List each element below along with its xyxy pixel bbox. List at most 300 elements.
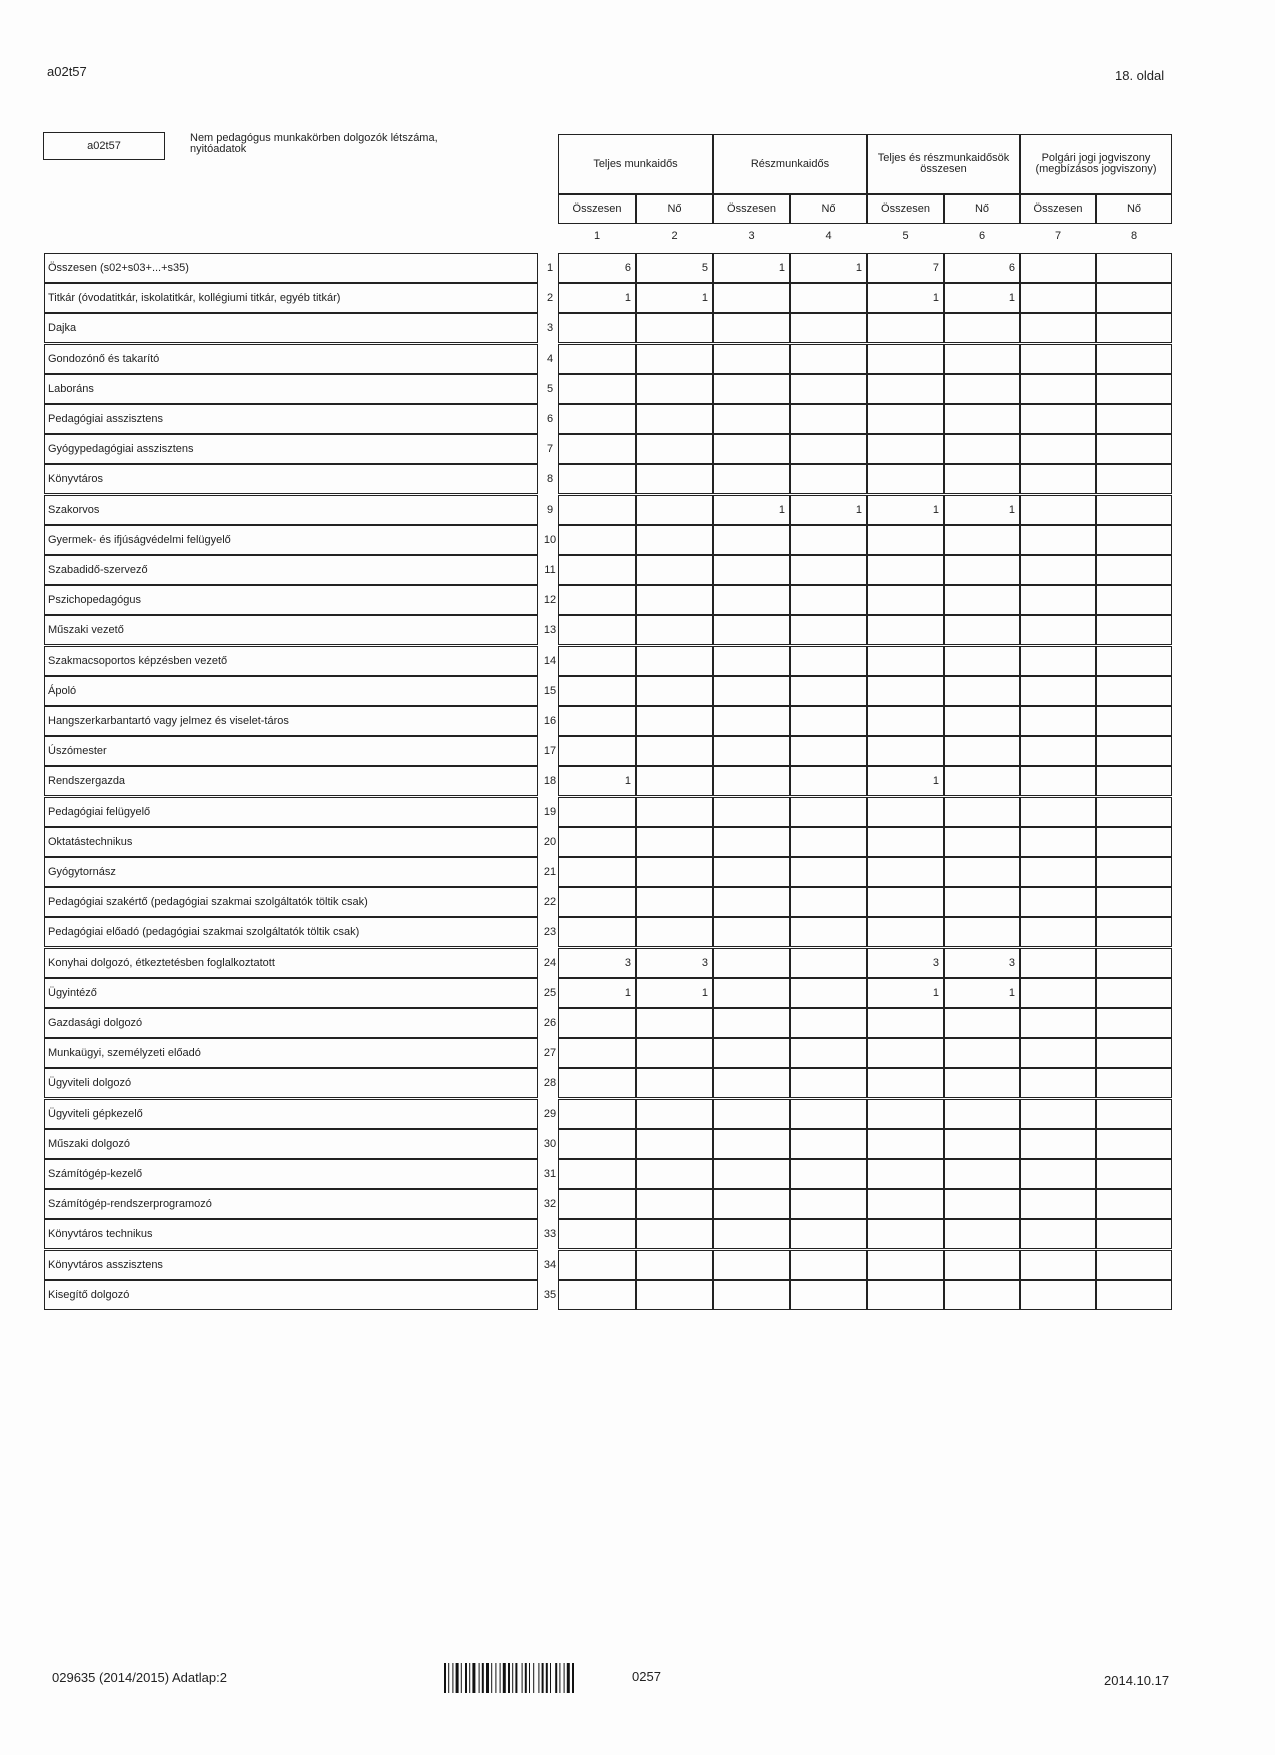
table-cell[interactable] [1096, 1159, 1172, 1189]
table-cell[interactable] [1020, 978, 1096, 1008]
header-subcol: Nő [1096, 194, 1172, 224]
table-cell[interactable] [713, 434, 790, 464]
table-cell[interactable] [713, 615, 790, 645]
barcode-bar [495, 1663, 496, 1693]
table-cell[interactable] [1096, 525, 1172, 555]
table-cell[interactable]: 1 [713, 495, 790, 525]
table-cell[interactable] [558, 404, 636, 434]
table-cell[interactable] [713, 1038, 790, 1068]
table-cell[interactable] [1020, 585, 1096, 615]
table-cell[interactable] [1020, 283, 1096, 313]
table-cell[interactable] [790, 374, 867, 404]
table-cell[interactable] [558, 646, 636, 676]
table-cell[interactable] [1096, 827, 1172, 857]
table-cell[interactable] [713, 1008, 790, 1038]
table-cell[interactable] [944, 1219, 1020, 1249]
table-cell[interactable]: 1 [558, 283, 636, 313]
table-cell[interactable]: 1 [636, 978, 713, 1008]
table-cell[interactable] [790, 978, 867, 1008]
barcode-bar [550, 1663, 551, 1693]
table-cell[interactable] [867, 797, 944, 827]
table-cell[interactable] [713, 646, 790, 676]
table-cell[interactable] [713, 1219, 790, 1249]
table-cell[interactable]: 3 [944, 948, 1020, 978]
table-cell[interactable] [636, 1038, 713, 1068]
header-group: Polgári jogi jogviszony (megbízásos jogviszony) [1020, 134, 1172, 194]
table-cell[interactable] [944, 344, 1020, 374]
table-cell[interactable] [1020, 434, 1096, 464]
row-number: 30 [543, 1137, 557, 1150]
row-number: 13 [543, 624, 557, 637]
row-number: 32 [543, 1198, 557, 1211]
table-cell[interactable] [867, 404, 944, 434]
barcode-image [444, 1663, 612, 1693]
table-cell[interactable] [944, 1280, 1020, 1310]
table-cell[interactable] [790, 797, 867, 827]
table-cell[interactable] [636, 827, 713, 857]
table-cell[interactable] [558, 464, 636, 494]
table-cell[interactable]: 1 [867, 495, 944, 525]
table-cell[interactable] [1020, 1189, 1096, 1219]
table-cell[interactable] [558, 525, 636, 555]
table-cell[interactable] [1020, 1008, 1096, 1038]
table-cell[interactable] [1020, 736, 1096, 766]
table-cell[interactable] [1096, 676, 1172, 706]
table-cell[interactable] [713, 344, 790, 374]
table-cell[interactable] [944, 676, 1020, 706]
table-cell[interactable] [944, 434, 1020, 464]
table-cell[interactable] [636, 1250, 713, 1280]
table-cell[interactable] [1020, 646, 1096, 676]
table-cell[interactable] [1020, 525, 1096, 555]
table-cell[interactable] [558, 1099, 636, 1129]
table-cell[interactable] [944, 646, 1020, 676]
table-cell[interactable] [558, 857, 636, 887]
table-cell[interactable] [558, 917, 636, 947]
table-cell[interactable] [790, 313, 867, 343]
table-cell[interactable] [636, 646, 713, 676]
table-cell[interactable] [1096, 736, 1172, 766]
table-cell[interactable] [867, 1250, 944, 1280]
table-cell[interactable] [713, 706, 790, 736]
row-number: 26 [543, 1017, 557, 1029]
table-cell[interactable] [944, 1189, 1020, 1219]
table-cell[interactable] [944, 736, 1020, 766]
table-cell[interactable] [1096, 1008, 1172, 1038]
table-cell[interactable] [867, 1159, 944, 1189]
table-cell[interactable]: 1 [558, 766, 636, 796]
table-cell[interactable] [790, 525, 867, 555]
table-cell[interactable] [1020, 1068, 1096, 1098]
barcode-bar [567, 1663, 570, 1693]
table-cell[interactable] [713, 525, 790, 555]
table-cell[interactable] [1096, 797, 1172, 827]
row-label: Pedagógiai szakértő (pedagógiai szakmai szolgáltatók töltik csak) [44, 887, 538, 917]
table-cell[interactable] [1020, 404, 1096, 434]
table-cell[interactable] [867, 374, 944, 404]
table-cell[interactable] [944, 766, 1020, 796]
table-cell[interactable]: 1 [944, 978, 1020, 1008]
table-cell[interactable] [558, 827, 636, 857]
table-cell[interactable]: 7 [867, 253, 944, 283]
table-cell[interactable] [790, 344, 867, 374]
table-cell[interactable] [944, 374, 1020, 404]
table-cell[interactable] [636, 555, 713, 585]
table-cell[interactable] [944, 555, 1020, 585]
table-cell[interactable] [558, 313, 636, 343]
table-cell[interactable] [1096, 344, 1172, 374]
table-cell[interactable] [867, 585, 944, 615]
table-cell[interactable] [944, 464, 1020, 494]
header-subcol: Összesen [1020, 194, 1096, 224]
table-cell[interactable] [713, 283, 790, 313]
table-cell[interactable] [1020, 464, 1096, 494]
table-cell[interactable] [1020, 857, 1096, 887]
table-cell[interactable] [790, 1250, 867, 1280]
table-cell[interactable] [636, 887, 713, 917]
table-cell[interactable] [558, 1280, 636, 1310]
table-cell[interactable] [1096, 1099, 1172, 1129]
table-cell[interactable] [1020, 1129, 1096, 1159]
table-cell[interactable] [1020, 344, 1096, 374]
table-cell[interactable] [558, 1008, 636, 1038]
table-cell[interactable] [1096, 706, 1172, 736]
table-cell[interactable] [867, 887, 944, 917]
table-cell[interactable] [1020, 1219, 1096, 1249]
table-cell[interactable] [558, 1189, 636, 1219]
table-cell[interactable] [790, 1038, 867, 1068]
barcode-bar [469, 1663, 470, 1693]
table-cell[interactable]: 1 [867, 766, 944, 796]
table-cell[interactable] [867, 555, 944, 585]
table-cell[interactable] [790, 1219, 867, 1249]
table-cell[interactable] [867, 646, 944, 676]
table-cell[interactable] [1096, 1129, 1172, 1159]
table-cell[interactable] [790, 676, 867, 706]
table-cell[interactable] [558, 495, 636, 525]
table-cell[interactable] [713, 1099, 790, 1129]
table-cell[interactable] [790, 1008, 867, 1038]
table-cell[interactable]: 3 [558, 948, 636, 978]
table-cell[interactable] [636, 344, 713, 374]
table-cell[interactable] [1096, 1250, 1172, 1280]
table-cell[interactable] [944, 615, 1020, 645]
table-cell[interactable] [790, 585, 867, 615]
table-cell[interactable] [713, 1068, 790, 1098]
table-cell[interactable] [944, 404, 1020, 434]
table-cell[interactable] [636, 766, 713, 796]
table-cell[interactable] [1020, 1250, 1096, 1280]
table-cell[interactable] [713, 766, 790, 796]
table-cell[interactable]: 1 [867, 283, 944, 313]
table-cell[interactable] [558, 555, 636, 585]
table-cell[interactable] [636, 1008, 713, 1038]
table-cell[interactable] [790, 464, 867, 494]
table-cell[interactable] [944, 1008, 1020, 1038]
table-cell[interactable] [558, 615, 636, 645]
table-cell[interactable] [790, 887, 867, 917]
table-cell[interactable] [1096, 374, 1172, 404]
table-cell[interactable] [636, 857, 713, 887]
table-cell[interactable]: 1 [558, 978, 636, 1008]
table-cell[interactable] [1020, 917, 1096, 947]
table-cell[interactable] [1020, 1280, 1096, 1310]
row-number: 2 [546, 292, 554, 305]
table-cell[interactable] [1096, 857, 1172, 887]
table-cell[interactable] [713, 404, 790, 434]
table-cell[interactable] [944, 1250, 1020, 1280]
table-cell[interactable] [636, 1159, 713, 1189]
table-cell[interactable] [867, 1189, 944, 1219]
table-cell[interactable] [713, 676, 790, 706]
table-cell[interactable] [558, 676, 636, 706]
table-cell[interactable] [1096, 1038, 1172, 1068]
row-label: Gyógypedagógiai asszisztens [44, 434, 538, 464]
table-cell[interactable] [636, 1189, 713, 1219]
table-cell[interactable] [636, 1068, 713, 1098]
table-cell[interactable] [713, 374, 790, 404]
table-cell[interactable] [1096, 917, 1172, 947]
table-cell[interactable]: 3 [867, 948, 944, 978]
table-cell[interactable]: 1 [944, 283, 1020, 313]
table-cell[interactable] [558, 344, 636, 374]
table-cell[interactable] [867, 1219, 944, 1249]
table-cell[interactable] [944, 585, 1020, 615]
table-cell[interactable] [790, 736, 867, 766]
table-cell[interactable] [790, 615, 867, 645]
table-cell[interactable] [636, 374, 713, 404]
table-cell[interactable] [1020, 1159, 1096, 1189]
table-cell[interactable] [636, 736, 713, 766]
table-cell[interactable] [1020, 797, 1096, 827]
table-cell[interactable] [713, 857, 790, 887]
table-cell[interactable] [1096, 615, 1172, 645]
table-cell[interactable] [1096, 1219, 1172, 1249]
table-cell[interactable] [867, 313, 944, 343]
table-cell[interactable] [867, 344, 944, 374]
table-cell[interactable] [636, 1099, 713, 1129]
table-cell[interactable] [1020, 313, 1096, 343]
table-cell[interactable] [944, 827, 1020, 857]
table-cell[interactable] [1020, 615, 1096, 645]
row-label: Pedagógiai előadó (pedagógiai szakmai szolgáltatók töltik csak) [44, 917, 538, 947]
table-cell[interactable]: 6 [558, 253, 636, 283]
table-cell[interactable] [1020, 1038, 1096, 1068]
table-cell[interactable] [944, 706, 1020, 736]
table-cell[interactable] [944, 917, 1020, 947]
row-label: Könyvtáros [44, 464, 538, 494]
table-cell[interactable] [944, 1129, 1020, 1159]
table-cell[interactable]: 1 [790, 495, 867, 525]
table-cell[interactable] [867, 525, 944, 555]
table-cell[interactable] [790, 555, 867, 585]
table-cell[interactable] [1096, 887, 1172, 917]
table-cell[interactable] [1096, 464, 1172, 494]
table-cell[interactable] [1020, 706, 1096, 736]
table-cell[interactable] [713, 585, 790, 615]
table-cell[interactable] [1020, 1099, 1096, 1129]
table-cell[interactable] [713, 464, 790, 494]
table-cell[interactable] [944, 887, 1020, 917]
table-cell[interactable] [713, 1159, 790, 1189]
page-id: a02t57 [47, 64, 87, 79]
table-cell[interactable] [558, 374, 636, 404]
table-cell[interactable] [558, 1038, 636, 1068]
table-cell[interactable] [558, 434, 636, 464]
table-cell[interactable]: 1 [713, 253, 790, 283]
table-cell[interactable] [1020, 766, 1096, 796]
barcode-bar [572, 1663, 574, 1693]
table-cell[interactable] [558, 736, 636, 766]
table-cell[interactable] [713, 797, 790, 827]
table-cell[interactable] [1096, 283, 1172, 313]
table-cell[interactable] [636, 1219, 713, 1249]
table-cell[interactable] [790, 1189, 867, 1219]
table-cell[interactable] [790, 706, 867, 736]
table-cell[interactable] [867, 736, 944, 766]
table-cell[interactable] [713, 887, 790, 917]
table-cell[interactable] [867, 1280, 944, 1310]
table-cell[interactable] [636, 585, 713, 615]
table-cell[interactable] [867, 1099, 944, 1129]
table-cell[interactable] [636, 676, 713, 706]
table-cell[interactable] [790, 948, 867, 978]
table-cell[interactable] [867, 1068, 944, 1098]
table-cell[interactable] [558, 797, 636, 827]
table-cell[interactable] [867, 464, 944, 494]
table-cell[interactable] [1096, 555, 1172, 585]
table-cell[interactable] [713, 978, 790, 1008]
table-cell[interactable] [867, 1008, 944, 1038]
table-cell[interactable]: 3 [636, 948, 713, 978]
table-cell[interactable] [713, 917, 790, 947]
table-cell[interactable] [1020, 948, 1096, 978]
table-cell[interactable] [944, 857, 1020, 887]
table-cell[interactable] [713, 555, 790, 585]
table-cell[interactable] [1096, 1280, 1172, 1310]
table-cell[interactable] [558, 887, 636, 917]
table-cell[interactable] [790, 646, 867, 676]
table-cell[interactable] [944, 313, 1020, 343]
table-cell[interactable] [713, 827, 790, 857]
table-cell[interactable] [867, 676, 944, 706]
table-cell[interactable] [1020, 495, 1096, 525]
table-cell[interactable] [867, 827, 944, 857]
table-cell[interactable] [636, 1129, 713, 1159]
table-cell[interactable]: 1 [867, 978, 944, 1008]
table-cell[interactable] [1020, 253, 1096, 283]
table-cell[interactable] [1096, 585, 1172, 615]
table-cell[interactable] [636, 495, 713, 525]
table-cell[interactable] [713, 1250, 790, 1280]
table-cell[interactable] [1096, 646, 1172, 676]
table-cell[interactable] [867, 434, 944, 464]
table-cell[interactable] [790, 857, 867, 887]
table-cell[interactable] [558, 706, 636, 736]
table-cell[interactable] [636, 434, 713, 464]
table-cell[interactable] [867, 917, 944, 947]
table-cell[interactable] [944, 1099, 1020, 1129]
table-cell[interactable] [790, 1159, 867, 1189]
table-cell[interactable]: 5 [636, 253, 713, 283]
table-cell[interactable] [636, 917, 713, 947]
table-cell[interactable] [790, 1099, 867, 1129]
table-cell[interactable] [1020, 555, 1096, 585]
table-cell[interactable] [1096, 253, 1172, 283]
table-cell[interactable] [636, 464, 713, 494]
table-cell[interactable] [1096, 948, 1172, 978]
table-cell[interactable] [867, 706, 944, 736]
table-cell[interactable] [867, 1038, 944, 1068]
table-cell[interactable] [636, 525, 713, 555]
table-cell[interactable]: 6 [944, 253, 1020, 283]
table-cell[interactable] [636, 797, 713, 827]
table-cell[interactable] [867, 615, 944, 645]
table-cell[interactable] [790, 1068, 867, 1098]
table-cell[interactable] [558, 1250, 636, 1280]
row-label: Pszichopedagógus [44, 585, 538, 615]
table-cell[interactable] [713, 948, 790, 978]
table-cell[interactable] [790, 434, 867, 464]
table-cell[interactable] [790, 404, 867, 434]
table-cell[interactable]: 1 [636, 283, 713, 313]
table-cell[interactable] [636, 404, 713, 434]
table-cell[interactable] [558, 1129, 636, 1159]
table-cell[interactable] [713, 1129, 790, 1159]
table-cell[interactable] [944, 797, 1020, 827]
table-cell[interactable] [1096, 766, 1172, 796]
table-cell[interactable] [1020, 676, 1096, 706]
table-cell[interactable] [636, 615, 713, 645]
table-cell[interactable] [790, 827, 867, 857]
table-cell[interactable] [790, 1280, 867, 1310]
table-cell[interactable] [636, 706, 713, 736]
table-cell[interactable] [558, 1219, 636, 1249]
table-cell[interactable] [944, 525, 1020, 555]
table-cell[interactable] [558, 1068, 636, 1098]
table-cell[interactable] [790, 766, 867, 796]
table-cell[interactable] [944, 1068, 1020, 1098]
table-cell[interactable] [1096, 495, 1172, 525]
table-cell[interactable] [867, 1129, 944, 1159]
table-cell[interactable] [1096, 978, 1172, 1008]
table-cell[interactable]: 1 [944, 495, 1020, 525]
table-cell[interactable] [944, 1038, 1020, 1068]
table-cell[interactable] [1096, 404, 1172, 434]
table-cell[interactable] [944, 1159, 1020, 1189]
table-cell[interactable] [713, 736, 790, 766]
table-cell[interactable] [1096, 313, 1172, 343]
table-cell[interactable] [1096, 1068, 1172, 1098]
table-cell[interactable] [713, 1189, 790, 1219]
table-cell[interactable] [636, 1280, 713, 1310]
table-cell[interactable]: 1 [790, 253, 867, 283]
table-cell[interactable] [790, 1129, 867, 1159]
table-cell[interactable] [713, 313, 790, 343]
table-cell[interactable] [1096, 1189, 1172, 1219]
table-cell[interactable] [867, 857, 944, 887]
table-cell[interactable] [1020, 887, 1096, 917]
table-cell[interactable] [790, 283, 867, 313]
table-cell[interactable] [1020, 374, 1096, 404]
table-cell[interactable] [790, 917, 867, 947]
table-cell[interactable] [1096, 434, 1172, 464]
table-cell[interactable] [558, 585, 636, 615]
table-cell[interactable] [558, 1159, 636, 1189]
table-cell[interactable] [713, 1280, 790, 1310]
table-cell[interactable] [636, 313, 713, 343]
table-cell[interactable] [1020, 827, 1096, 857]
